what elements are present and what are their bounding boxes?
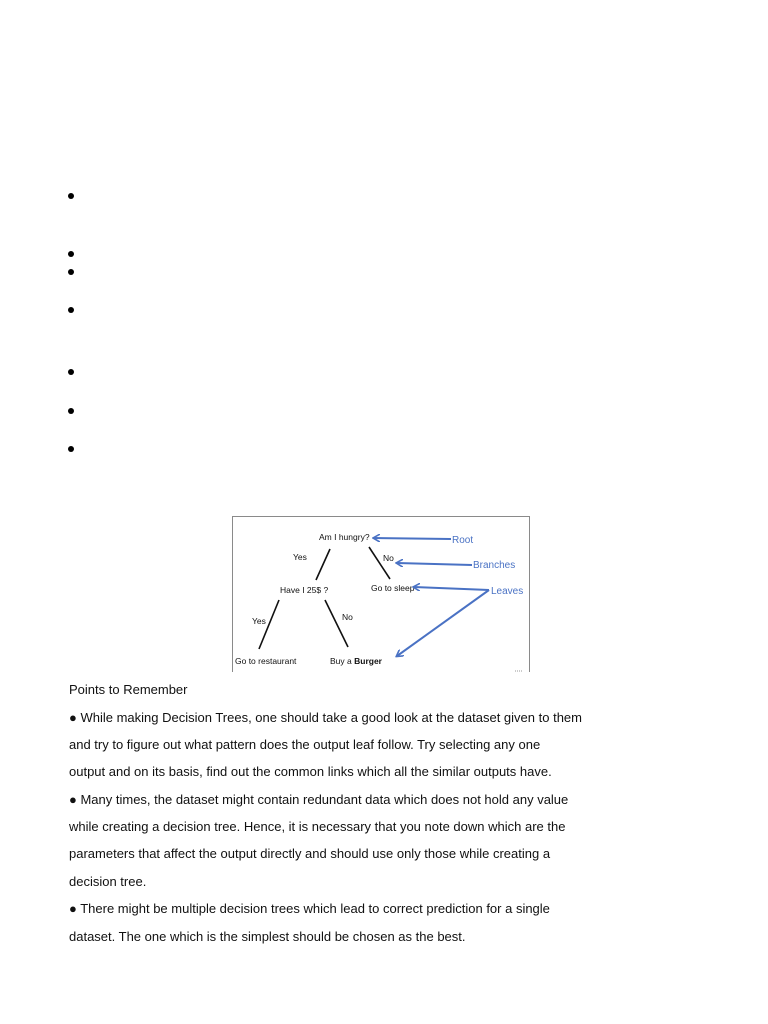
root-arrow bbox=[374, 538, 451, 539]
empty-bullet bbox=[68, 369, 74, 375]
yes-lower-label: Yes bbox=[252, 616, 266, 626]
yes-branch-label: Yes bbox=[293, 552, 307, 562]
no-lower-label: No bbox=[342, 612, 353, 622]
leaves-arrow bbox=[397, 590, 489, 656]
branches-label: Branches bbox=[473, 560, 516, 571]
empty-bullet bbox=[68, 307, 74, 313]
root-label: Root bbox=[452, 535, 474, 546]
no-branch-label: No bbox=[383, 553, 394, 563]
text-line: ● There might be multiple decision trees which lead to correct prediction for a single bbox=[69, 901, 550, 916]
text-line: ● While making Decision Trees, one should take a good look at the dataset given to them bbox=[69, 710, 582, 725]
empty-bullet bbox=[68, 193, 74, 199]
go-to-restaurant-leaf: Go to restaurant bbox=[235, 656, 297, 666]
text-line: decision tree. bbox=[69, 874, 147, 889]
decision-tree-figure bbox=[232, 516, 530, 672]
text-line: and try to figure out what pattern does the output leaf follow. Try selecting any one bbox=[69, 737, 541, 752]
text-line: while creating a decision tree. Hence, it is necessary that you note down which are the bbox=[69, 819, 566, 834]
empty-bullet bbox=[68, 269, 74, 275]
branch-line bbox=[325, 600, 348, 647]
branch-line bbox=[316, 549, 330, 580]
go-to-sleep-leaf: Go to sleep bbox=[371, 583, 415, 593]
text-line: ● Many times, the dataset might contain redundant data which does not hold any value bbox=[69, 792, 569, 807]
buy-burger-leaf: Buy a Burger bbox=[330, 656, 382, 666]
text-line: parameters that affect the output directly and should use only those while creating a bbox=[69, 846, 551, 861]
section-heading: Points to Remember bbox=[69, 682, 188, 697]
branches-arrow bbox=[397, 563, 472, 565]
empty-bullet bbox=[68, 251, 74, 257]
leaves-arrow bbox=[414, 587, 489, 590]
decision-tree-diagram bbox=[232, 516, 532, 674]
branch-line bbox=[369, 547, 390, 579]
text-line: output and on its basis, find out the common links which all the similar outputs have. bbox=[69, 764, 552, 779]
root-question: Am I hungry? bbox=[319, 532, 370, 542]
money-question: Have I 25$ ? bbox=[280, 585, 329, 595]
empty-bullet bbox=[68, 446, 74, 452]
empty-bullet bbox=[68, 408, 74, 414]
leaves-label: Leaves bbox=[491, 586, 524, 597]
text-line: dataset. The one which is the simplest should be chosen as the best. bbox=[69, 929, 466, 944]
